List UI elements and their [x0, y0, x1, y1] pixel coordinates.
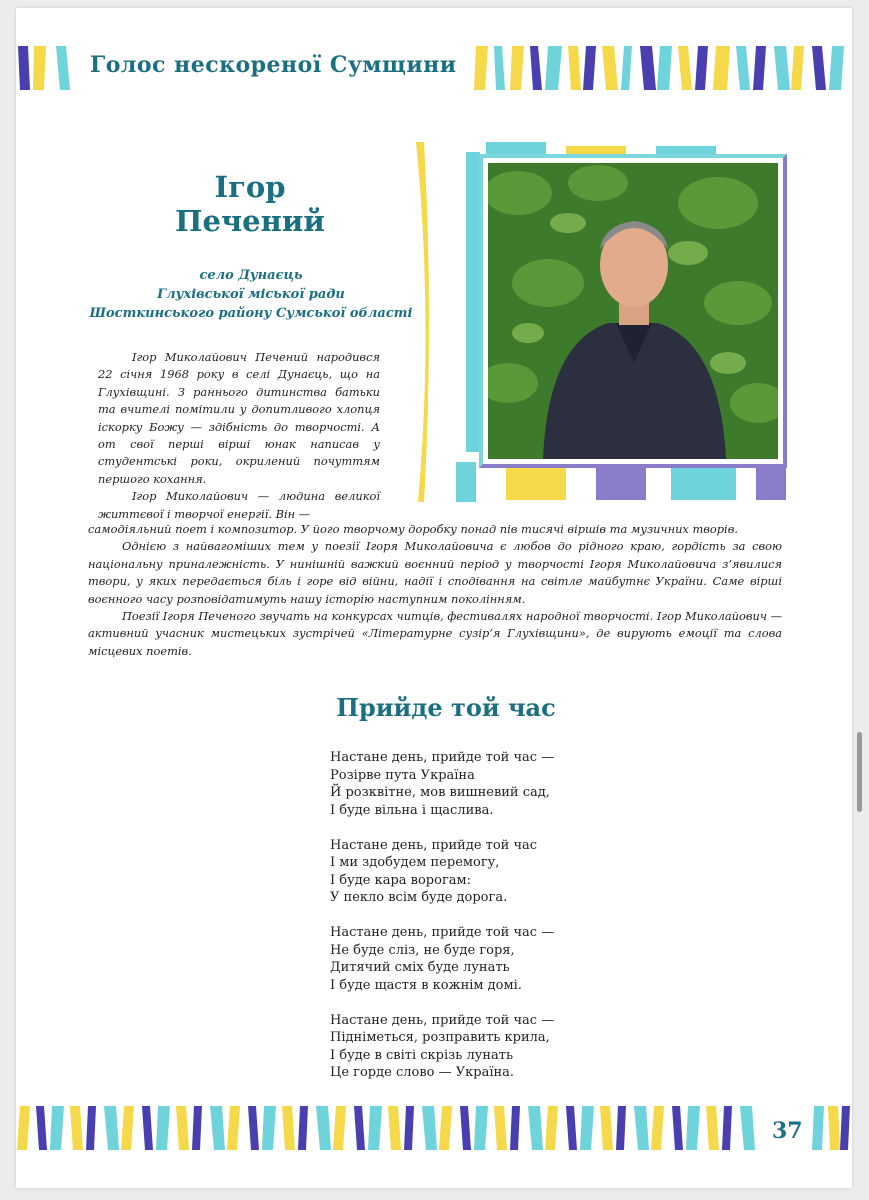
magazine-title: Голос нескореної Сумщини [90, 52, 457, 78]
poem-line: Настане день, прийде той час — [330, 925, 555, 940]
poem-body [330, 749, 630, 1099]
stripe-decoration [812, 1106, 852, 1150]
bio-paragraph: самодіяльний поет і композитор. У його творчому доробку понад пів тисячі віршів та музичних творів. [88, 522, 738, 536]
viewer-scrollbar[interactable] [857, 732, 862, 812]
location-line: Шосткинського району Сумської області [89, 306, 413, 321]
bio-paragraph: Ігор Миколайович — людина великої життєвої і творчої енергії. Він — [98, 489, 380, 521]
poet-location [76, 266, 426, 323]
yellow-curve-decoration [412, 142, 434, 502]
poem-line: І ми здобудем перемогу, [330, 855, 500, 870]
poem-stanza [330, 1012, 630, 1082]
poem-line: Настане день, прийде той час [330, 837, 538, 853]
stripe-decoration [16, 46, 76, 90]
poem-line: І буде вільна і щаслива. [330, 802, 494, 818]
magazine-page [16, 8, 852, 1188]
top-left-stripe-band [16, 46, 76, 90]
poem-line: Дитячий сміх буде лунать [330, 960, 510, 975]
page-number: 37 [772, 1118, 803, 1144]
poem-title: Прийде той час [336, 693, 556, 722]
location-line: село Дунаєць [199, 268, 303, 283]
poet-photo-frame [479, 154, 787, 468]
bio-paragraph: Поезії Ігоря Печеного звучать на конкурсах читців, фестивалях народної творчості. Ігор Миколайович — активний учасник мистецьких зустрічей «Літературне сузір’я Глухівщини», де вирують емоції та слова місцевих поетів. [88, 609, 782, 658]
poem-line: Це горде слово — Україна. [330, 1065, 515, 1080]
poem-stanza [330, 924, 630, 994]
poem-line: Підніметься, розправить крила, [330, 1030, 550, 1045]
poet-last-name: Печений [175, 204, 325, 238]
biography-lower [88, 521, 782, 660]
bio-paragraph: Однією з найвагоміших тем у поезії Ігоря Миколайовича є любов до рідного краю, гордість за свою національну приналежність. У нинішній важкий воєнний період у творчості Ігоря Миколайовича з’явилися твори, у яких передається біль і горе від війни, надії і сподівання на світле майбутнє України. Саме вірші воєнного часу розповідатимуть нашу історію наступним поколінням. [88, 539, 782, 606]
bio-paragraph: Ігор Миколайович Печений народився 22 січня 1968 року в селі Дунаєць, що на Глухівщині. З раннього дитинства батьки та вчителі помітили у допитливого хлопця іскорку Божу — здібність до творчості. А от свої перші вірші юнак написав у студентські роки, окрилений почуттям першого кохання. [98, 350, 380, 486]
poem-line: І буде кара ворогам: [330, 872, 472, 888]
poet-first-name: Ігор [214, 170, 286, 204]
poem-line: У пекло всім буде дорога. [330, 890, 508, 905]
bottom-right-stripe-band [812, 1106, 852, 1150]
stripe-decoration [16, 1106, 762, 1150]
poem-line: Не буде сліз, не буде горя, [330, 942, 515, 958]
poem-line: Розірве пута Україна [330, 767, 475, 783]
location-line: Глухівської міської ради [157, 287, 345, 302]
biography-upper [98, 349, 380, 523]
poem-stanza [330, 837, 630, 907]
poem-line: Настане день, прийде той час — [330, 750, 555, 765]
poem-stanza [330, 749, 630, 819]
poet-photo [488, 163, 778, 459]
poem-line: Й розквітне, мов вишневий сад, [330, 785, 550, 800]
bottom-stripe-band [16, 1106, 762, 1150]
poem-line: І буде в світі скрізь лунать [330, 1047, 514, 1063]
poem-line: Настане день, прийде той час — [330, 1012, 555, 1028]
portrait-illustration [488, 163, 778, 459]
stripe-decoration [472, 46, 852, 90]
poem-line: І буде щастя в кожнім домі. [330, 977, 522, 993]
poet-name [136, 170, 364, 238]
top-right-stripe-band [472, 46, 852, 90]
